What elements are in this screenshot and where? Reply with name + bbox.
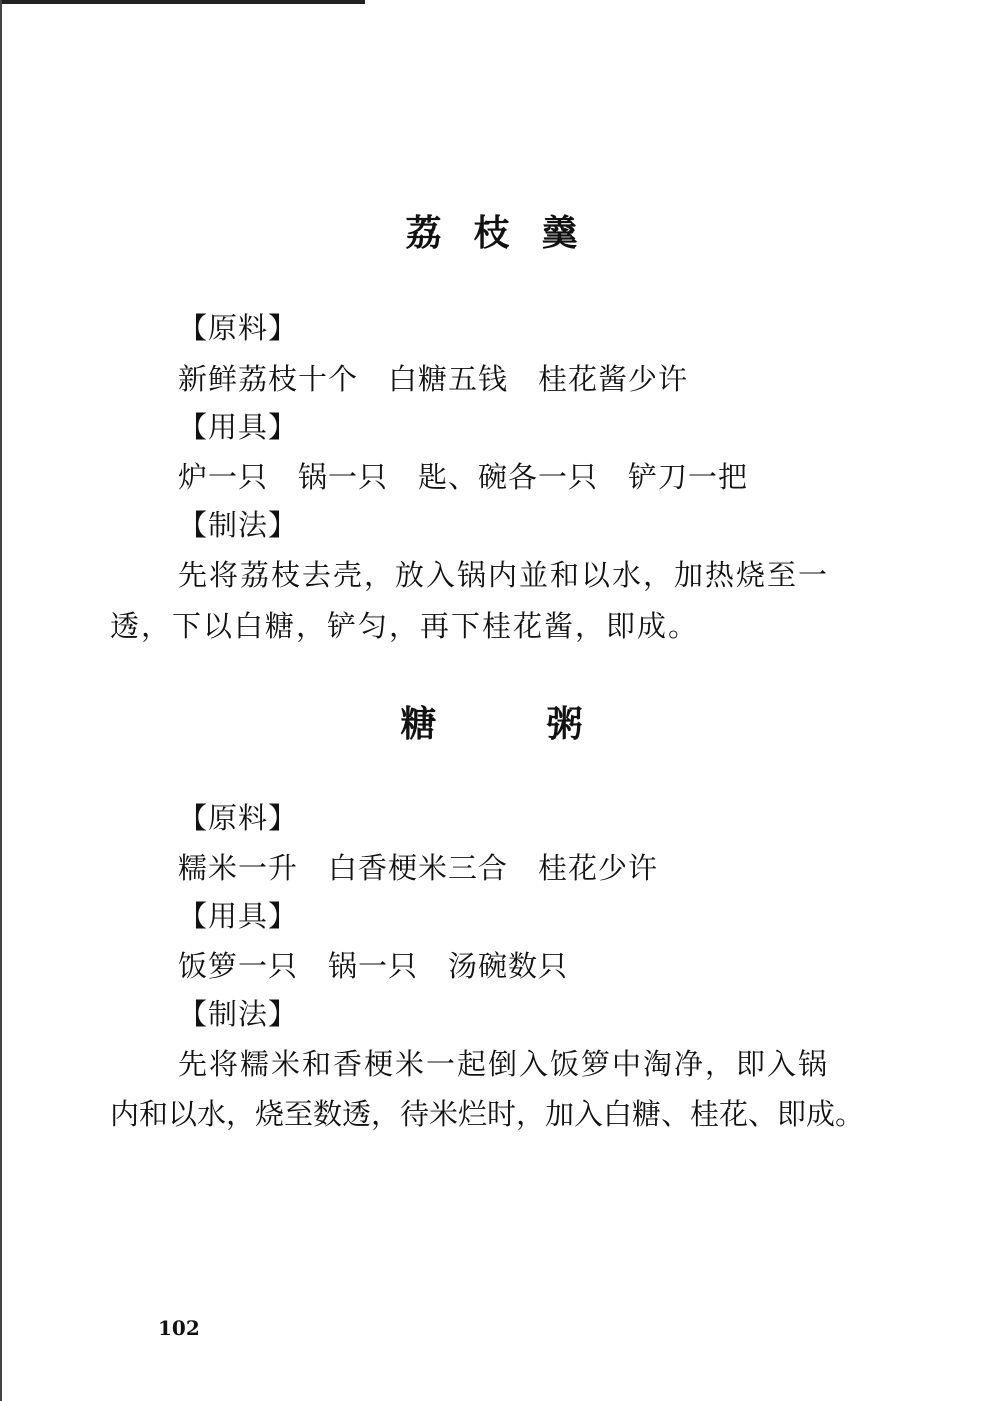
tools-text: 炉一只 锅一只 匙、碗各一只 铲刀一把 bbox=[178, 460, 749, 494]
page-number: 102 bbox=[158, 1316, 200, 1340]
tools-label: 【用具】 bbox=[178, 899, 299, 933]
tools-text: 饭箩一只 锅一只 汤碗数只 bbox=[178, 949, 569, 983]
title-char: 枝 bbox=[473, 212, 510, 254]
method-text-line-1: 先将糯米和香梗米一起倒入饭箩中淘净，即入锅 bbox=[178, 1047, 830, 1081]
ingredients-label: 【原料】 bbox=[178, 311, 299, 345]
title-char: 粥 bbox=[546, 703, 583, 745]
ingredients-text: 糯米一升 白香梗米三合 桂花少许 bbox=[178, 851, 659, 885]
title-char: 羹 bbox=[541, 212, 578, 254]
ingredients-label: 【原料】 bbox=[178, 801, 299, 835]
method-label: 【制法】 bbox=[178, 508, 299, 542]
method-text-line-2: 透，下以白糖，铲匀，再下桂花酱，即成。 bbox=[110, 609, 700, 643]
recipe-title-sugar-porridge bbox=[0, 703, 983, 745]
method-text-line-2: 内和以水，烧至数透，待米烂时，加入白糖、桂花、即成。 bbox=[110, 1097, 865, 1131]
ingredients-text: 新鲜荔枝十个 白糖五钱 桂花酱少许 bbox=[178, 362, 689, 396]
tools-label: 【用具】 bbox=[178, 410, 299, 444]
title-char: 糖 bbox=[400, 703, 437, 745]
method-text-line-1: 先将荔枝去壳，放入锅内並和以水，加热烧至一 bbox=[178, 558, 830, 592]
title-char: 荔 bbox=[405, 212, 442, 254]
left-rule bbox=[0, 0, 2, 1401]
method-label: 【制法】 bbox=[178, 997, 299, 1031]
recipe-title-lychee-soup bbox=[0, 212, 983, 254]
top-rule bbox=[0, 0, 365, 4]
